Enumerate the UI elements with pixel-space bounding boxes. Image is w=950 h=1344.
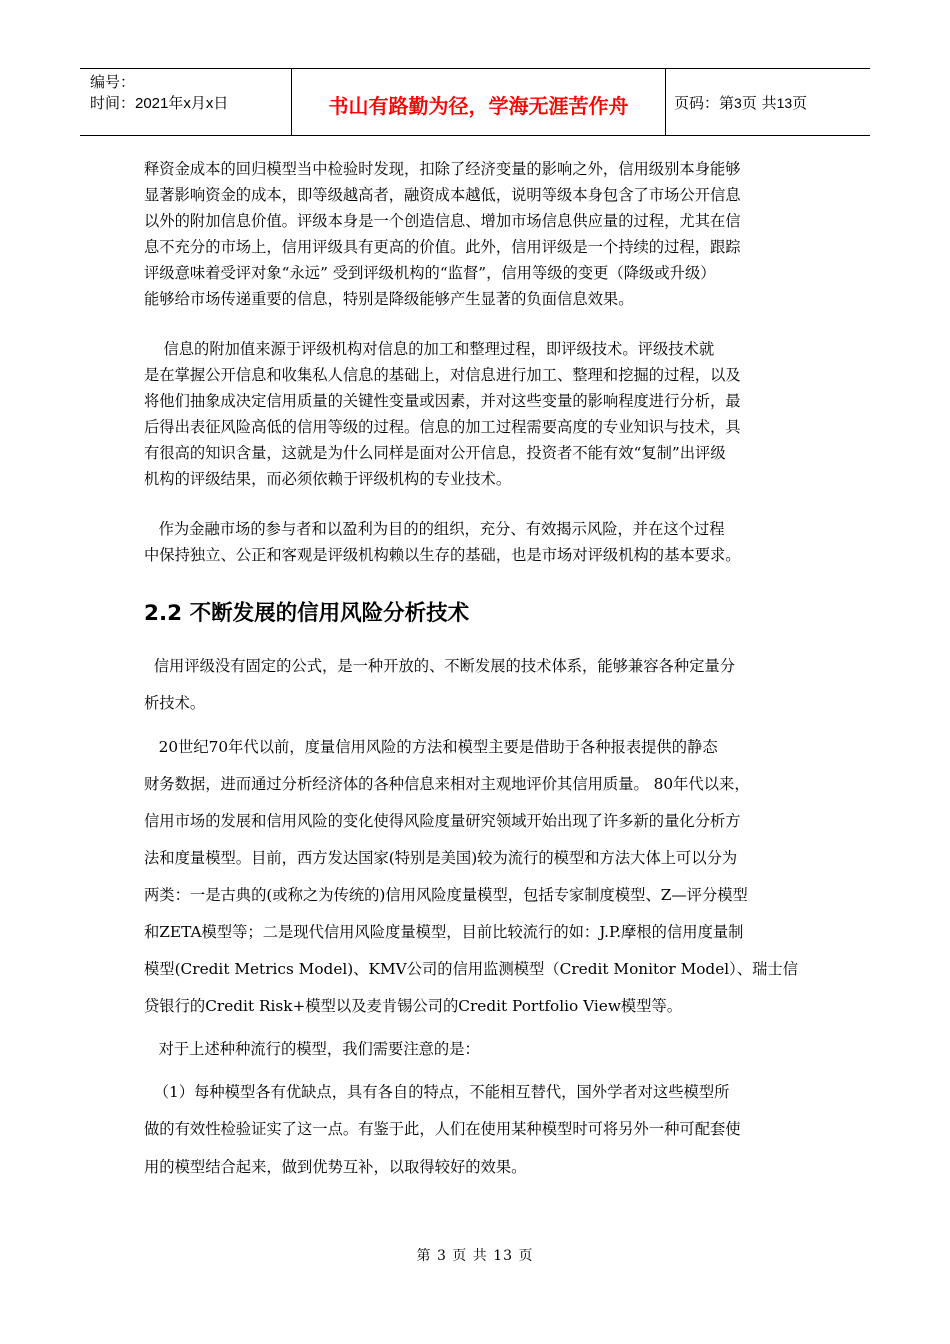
text-line: 机构的评级结果，而必须依赖于评级机构的专业技术。 [144,470,512,489]
text-line: 法和度量模型。目前，西方发达国家(特别是美国)较为流行的模型和方法大体上可以分为 [144,848,738,867]
paragraph-7 [144,1074,812,1185]
header-meta-cell [80,69,292,136]
text-line: 贷银行的Credit Risk+模型以及麦肯锡公司的Credit Portfolio View模型等。 [144,997,683,1016]
header-motto: 书山有路勤为径，学海无涯苦作舟 [292,69,666,136]
text-line: 作为金融市场的参与者和以盈利为目的的组织，充分、有效揭示风险，并在这个过程 [144,520,725,539]
text-line: 后得出表征风险高低的信用等级的过程。信息的加工过程需要高度的专业知识与技术，具 [144,417,741,436]
document-body [144,156,812,1186]
text-line: 财务数据，进而通过分析经济体的各种信息来相对主观地评价其信用质量。 80年代以来， [144,774,750,793]
text-line: 模型(Credit Metrics Model)、KMV公司的信用监测模型（Credit Monitor Model）、瑞士信 [144,960,799,979]
text-line: 息不充分的市场上，信用评级具有更高的价值。此外，信用评级是一个持续的过程，跟踪 [144,238,741,257]
page-code-current: 3 [734,94,742,111]
header-page-code [666,69,871,136]
page-footer: 第 3 页 共 13 页 [416,1248,534,1264]
text-line: 信用市场的发展和信用风险的变化使得风险度量研究领域开始出现了许多新的量化分析方 [144,811,741,830]
document-time-label: 时间：2021年x月x日 [90,95,229,112]
text-line: 评级意味着受评对象“永远” 受到评级机构的“监督”，信用等级的变更（降级或升级） [144,264,716,283]
paragraph-1 [144,156,812,313]
paragraph-3 [144,516,812,568]
text-line: 20世纪70年代以前，度量信用风险的方法和模型主要是借助于各种报表提供的静态 [144,737,718,756]
text-line: 用的模型结合起来，做到优势互补，以取得较好的效果。 [144,1157,527,1176]
text-line: 和ZETA模型等；二是现代信用风险度量模型，目前比较流行的如：J.P.摩根的信用度量制 [144,922,744,941]
text-line: 有很高的知识含量，这就是为什么同样是面对公开信息，投资者不能有效“复制”出评级 [144,443,726,462]
page-code-label: 页码：第 [674,93,735,112]
text-line: （1）每种模型各有优缺点，具有各自的特点，不能相互替代，国外学者对这些模型所 [144,1083,730,1102]
text-line: 信息的附加值来源于评级机构对信息的加工和整理过程，即评级技术。评级技术就 [144,339,715,358]
text-line: 中保持独立、公正和客观是评级机构赖以生存的基础，也是市场对评级机构的基本要求。 [144,546,741,565]
document-number-label: 编号： [90,74,136,91]
text-line: 将他们抽象成决定信用质量的关键性变量或因素，并对这些变量的影响程度进行分析，最 [144,391,741,410]
page-code-mid: 页 共 [741,93,777,112]
page-code-end: 页 [792,93,808,112]
text-line: 显著影响资金的成本，即等级越高者，融资成本越低，说明等级本身包含了市场公开信息 [144,186,741,205]
paragraph-6 [144,1031,812,1068]
header-table [80,68,870,136]
text-line: 两类：一是古典的(或称之为传统的)信用风险度量模型，包括专家制度模型、Z—评分模型 [144,885,748,904]
paragraph-5 [144,729,812,1026]
paragraph-4 [144,648,812,722]
text-line: 以外的附加信息价值。评级本身是一个创造信息、增加市场信息供应量的过程，尤其在信 [144,212,741,231]
text-line: 信用评级没有固定的公式，是一种开放的、不断发展的技术体系，能够兼容各种定量分 [144,657,736,676]
text-line: 释资金成本的回归模型当中检验时发现，扣除了经济变量的影响之外，信用级别本身能够 [144,160,741,178]
section-heading: 2.2 不断发展的信用风险分析技术 [144,601,470,627]
text-line: 能够给市场传递重要的信息，特别是降级能够产生显著的负面信息效果。 [144,290,634,309]
text-line: 是在掌握公开信息和收集私人信息的基础上，对信息进行加工、整理和挖掘的过程，以及 [144,365,741,384]
page-code-total: 13 [776,94,793,111]
text-line: 析技术。 [144,694,206,713]
text-line: 对于上述种种流行的模型，我们需要注意的是： [144,1040,480,1059]
paragraph-2 [144,336,812,493]
text-line: 做的有效性检验证实了这一点。有鉴于此，人们在使用某种模型时可将另外一种可配套使 [144,1120,741,1139]
